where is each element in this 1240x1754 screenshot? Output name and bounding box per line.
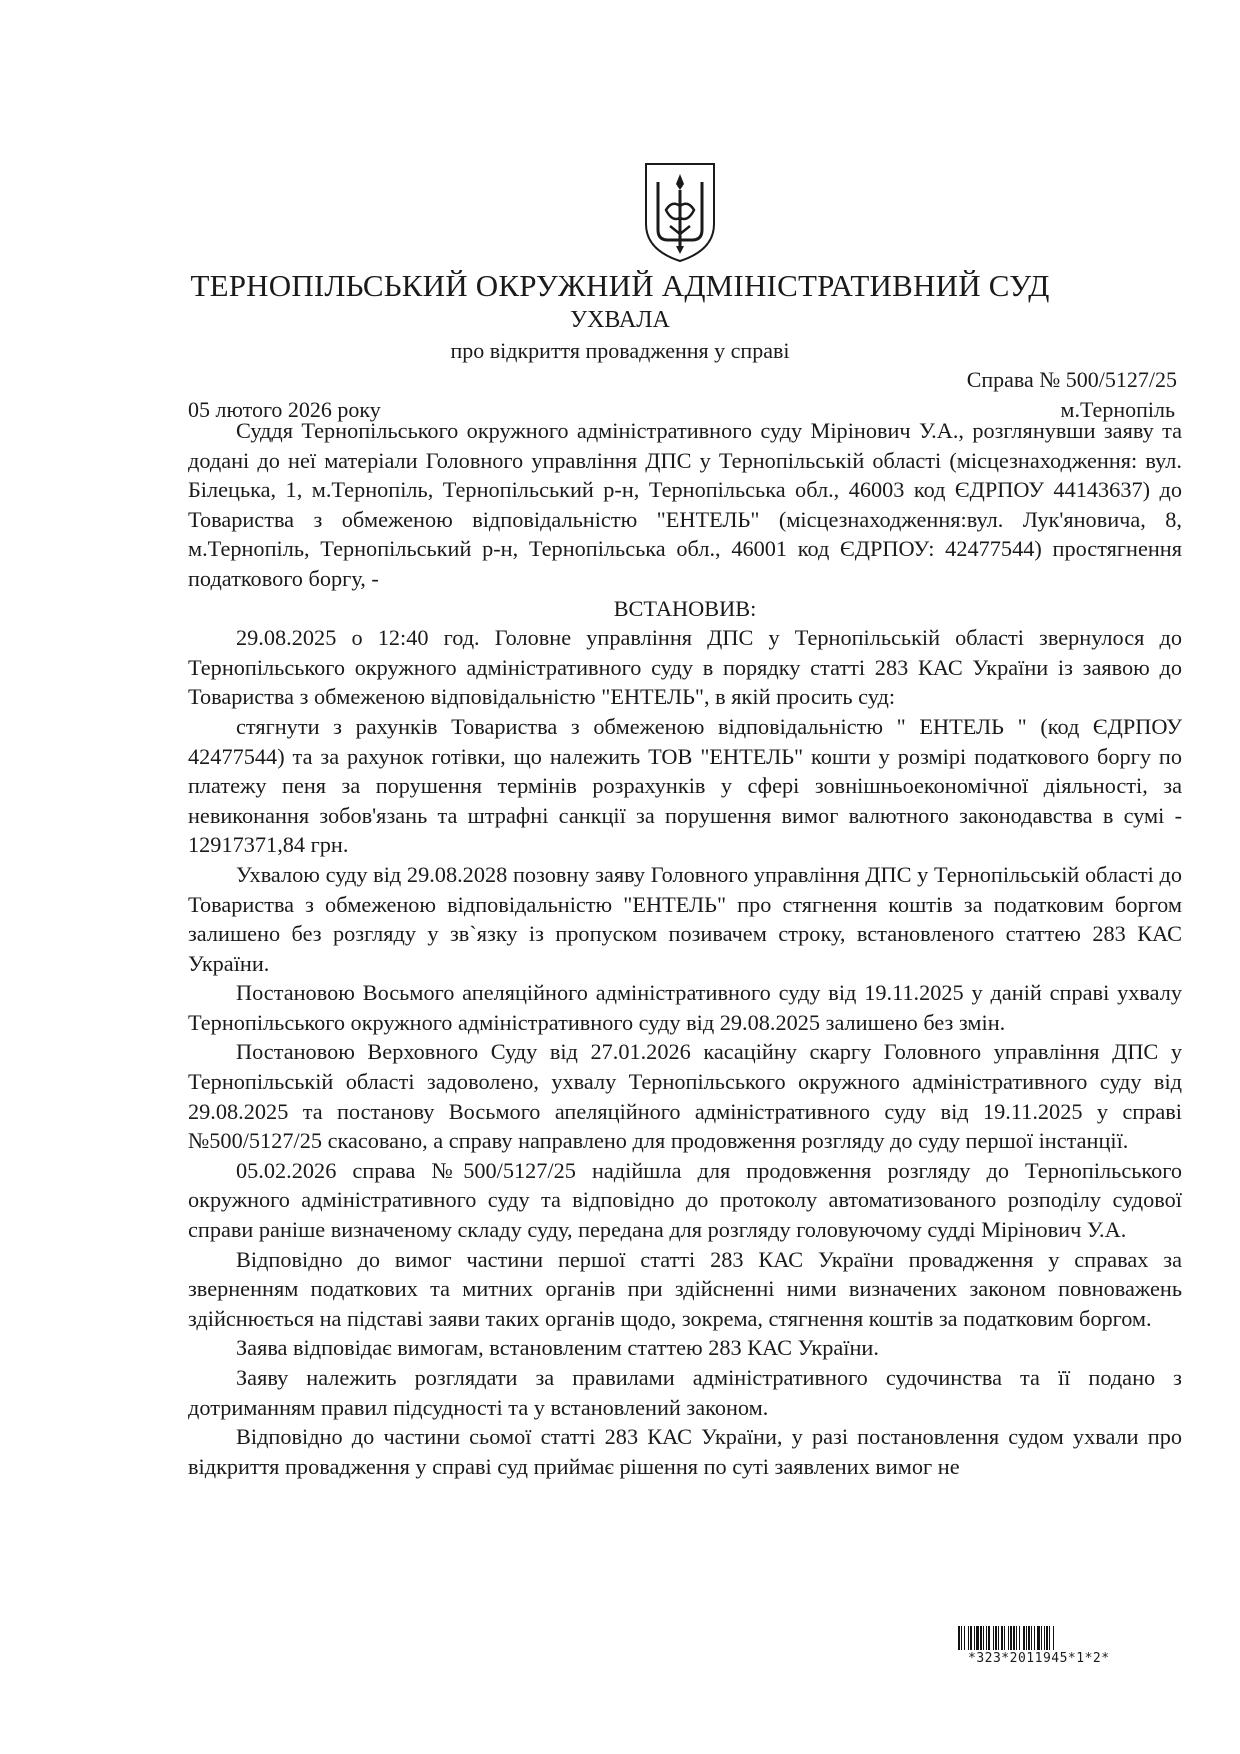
paragraph: стягнути з рахунків Товариства з обмеженою відповідальністю " ЕНТЕЛЬ " (код ЄДРПОУ 42477544) та за рахунок готівки, що належить ТОВ "ЕНТЕЛЬ" кошти у розмірі податкового боргу по платежу пеня за порушення термінів розрахунків у сфері зовнішньоекономічної діяльності, за невиконання зобов'язань та штрафні санкції за порушення вимог валютного законодавства в сумі - 12917371,84 грн.: [188, 713, 1182, 858]
paragraph: Постановою Восьмого апеляційного адміністративного суду від 19.11.2025 у даній справі ухвалу Тернопільського окружного адміністративного суду від 29.08.2025 залишено без змін.: [188, 980, 1182, 1035]
document-body: [188, 416, 1182, 1481]
document-subtitle: про відкриття провадження у справі: [450, 338, 790, 363]
barcode-bar: [1054, 1626, 1056, 1650]
paragraph: 05.02.2026 справа №500/5127/25 надійшла для продовження розгляду до Тернопільського окружного адміністративного суду та відповідно до протоколу автоматизованого розподілу судової справи раніше визначеному складу суду, передана для розгляду головуючому судді Мірінович У.А.: [188, 1157, 1182, 1243]
paragraph: Заява відповідає вимогам, встановленим статтею 283 КАС України.: [236, 1335, 879, 1361]
paragraph: Відповідно до вимог частини першої статті 283 КАС України провадження у справах за зверненням податкових та митних органів при здійсненні ними визначених законом повноважень здійснюється на підставі заяви таких органів щодо, зокрема, стягнення коштів за податковим боргом.: [188, 1246, 1182, 1331]
document-date: 05 лютого 2026 року: [188, 397, 381, 422]
barcode-number: *323*2011945*1*2*: [968, 1651, 1110, 1666]
paragraph: Відповідно до частини сьомої статті 283 КАС України, у разі постановлення судом ухвали про відкриття провадження у справі суд приймає рішення по суті заявлених вимог не: [188, 1424, 1182, 1479]
section-heading: ВСТАНОВИВ:: [613, 595, 757, 621]
case-number: Справа № 500/5127/25: [966, 367, 1177, 392]
paragraph: Ухвалою суду від 29.08.2028 позовну заяву Головного управління ДПС у Тернопільській області до Товариства з обмеженою відповідальністю "ЕНТЕЛЬ" про стягнення коштів за податковим боргом залишено без розгляду у зв`язку із пропуском позивачем строку, встановленого статтею 283 КАС України.: [188, 861, 1182, 976]
tryzub-coat-of-arms-icon: [640, 160, 720, 265]
barcode: [958, 1626, 1170, 1650]
document-city: м.Тернопіль: [1060, 397, 1175, 422]
paragraph: Постановою Верховного Суду від 27.01.2026 касаційну скаргу Головного управління ДПС у Тернопільській області задоволено, ухвалу Тернопільського окружного адміністративного суду від 29.08.2025 та постанову Восьмого апеляційного адміністративного суду від 19.11.2025 у справі №500/5127/25 скасовано, а справу направлено для продовження розгляду до суду першої інстанції.: [188, 1039, 1182, 1154]
paragraph: 29.08.2025 о 12:40 год. Головне управління ДПС у Тернопільській області звернулося до Тернопільського окружного адміністративного суду в порядку статті 283 КАС України із заявою до Товариства з обмеженою відповідальністю "ЕНТЕЛЬ", в якій просить суд:: [188, 625, 1182, 710]
paragraph-intro: Суддя Тернопільського окружного адміністративного суду Мірінович У.А., розглянувши заяву та додані до неї матеріали Головного управління ДПС у Тернопільській області (місцезнаходження: вул. Білецька, 1, м.Тернопіль, Тернопільський р-н, Тернопільська обл., 46003 код ЄДРПОУ 44143637) до Товариства з обмеженою відповідальністю "ЕНТЕЛЬ" (місцезнаходження:вул. Лук'яновича, 8, м.Тернопіль, Тернопільський р-н, Тернопільська обл., 46001 код ЄДРПОУ: 42477544) простягнення податкового боргу, -: [188, 418, 1182, 591]
document-type: УХВАЛА: [570, 307, 670, 333]
paragraph: Заяву належить розглядати за правилами адміністративного судочинства та її подано з дотриманням правил підсудності та у встановлений законом.: [188, 1365, 1182, 1420]
court-name: ТЕРНОПІЛЬСЬКИЙ ОКРУЖНИЙ АДМІНІСТРАТИВНИЙ СУД: [190, 268, 1050, 303]
